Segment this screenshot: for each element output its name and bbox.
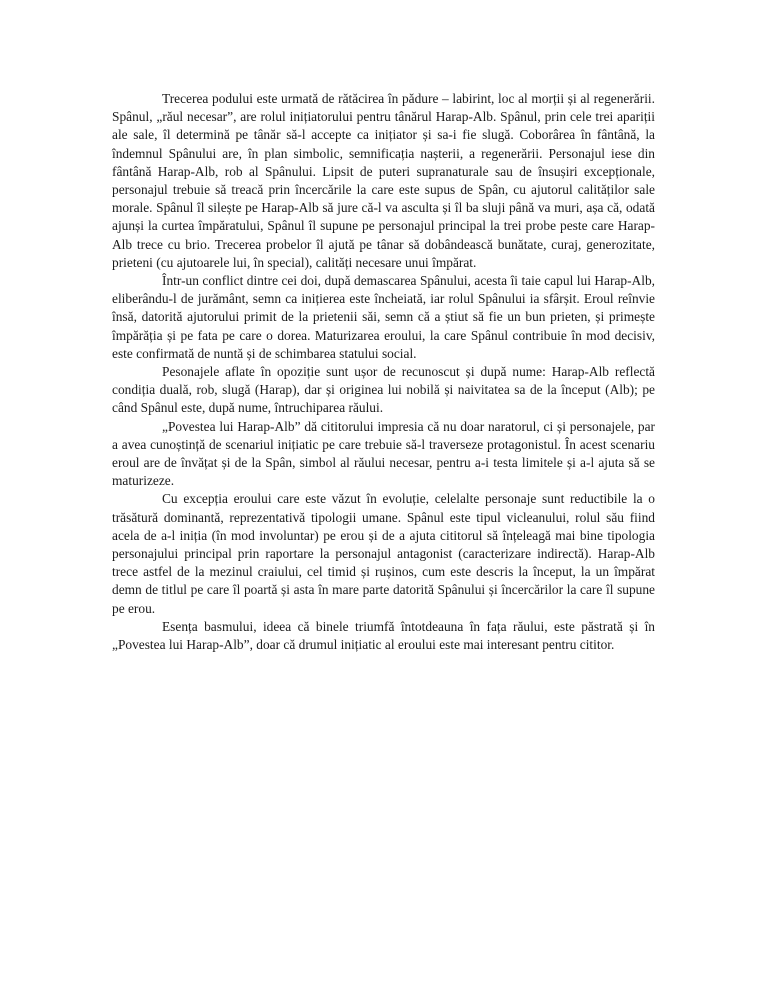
paragraph-4: „Povestea lui Harap-Alb” dă cititorului impresia că nu doar naratorul, ci și personajele, par a avea cunoștință de scenariul inițiatic pe care trebuie să-l traverseze protagonistul. În acest scenariu eroul are de învățat și de la Spân, simbol al răului necesar, pentru a-i testa limitele și a-l ajuta să se maturizeze.: [112, 418, 655, 489]
paragraph-5: Cu excepția eroului care este văzut în evoluție, celelalte personaje sunt reductibile la o trăsătură dominantă, reprezentativă tipologii umane. Spânul este tipul vicleanului, rolul său fiind acela de a-l iniția (în mod involuntar) pe erou și de a ajuta cititorul să înțeleagă mai bine tipologia personajului principal prin raportare la personajul antagonist (caracterizare indirectă). Harap-Alb trece astfel de la mezinul craiului, cel timid și rușinos, cum este descris la început, la un împărat demn de titlul pe care îl poartă și asta în mare parte datorită Spânului și încercărilor la care îl supune pe erou.: [112, 491, 655, 616]
paragraph-1: Trecerea podului este urmată de rătăcirea în pădure – labirint, loc al morții și al regenerării. Spânul, „răul necesar”, are rolul inițiatorului pentru tânărul Harap-Alb. Spânul, prin cele trei apariții ale sale, îl determină pe tânăr să-l accepte ca inițiator și sa-i fie slugă. Coborârea în fântână, la îndemnul Spânului are, în plan simbolic, semnificația nașterii, a regenerării. Personajul iese din fântână Harap-Alb, rob al Spânului. Lipsit de puteri supranaturale sau de însușiri excepționale, personajul trebuie să treacă prin încercările la care este supus de Spân, cu ajutorul calităților sale morale. Spânul îl silește pe Harap-Alb să jure că-l va asculta și îl ba sluji până va muri, așa că, odată ajunși la curtea împăratului, Spânul îl supune pe personajul principal la trei probe peste care Harap-Alb trece cu brio. Trecerea probelor îl ajută pe tânar să dobândească bunătate, curaj, generozitate, prieteni (cu ajutoarele lui, în special), calități necesare unui împărat.: [112, 91, 655, 270]
paragraph-6: Esența basmului, ideea că binele triumfă întotdeauna în fața răului, este păstrată și în „Povestea lui Harap-Alb”, doar că drumul inițiatic al eroului este mai interesant pentru cititor.: [112, 618, 655, 653]
document-body: [112, 90, 655, 654]
paragraph-3: Pesonajele aflate în opoziție sunt ușor de recunoscut și după nume: Harap-Alb reflectă condiția duală, rob, slugă (Harap), dar și originea lui nobilă și naivitatea sa de la început (Alb); pe când Spânul este, după nume, întruchiparea răului.: [112, 364, 655, 416]
paragraph-2: Într-un conflict dintre cei doi, după demascarea Spânului, acesta îi taie capul lui Harap-Alb, eliberându-l de jurământ, semn ca inițierea este încheiată, iar rolul Spânului ia sfârșit. Eroul reînvie însă, datorită ajutorului primit de la prietenii săi, semn că a știut să fie un bun prieten, și primește împărăția și pe fata pe care o dorea. Maturizarea eroului, la care Spânul contribuie în mod decisiv, este confirmată de nuntă și de schimbarea statului social.: [112, 273, 655, 361]
